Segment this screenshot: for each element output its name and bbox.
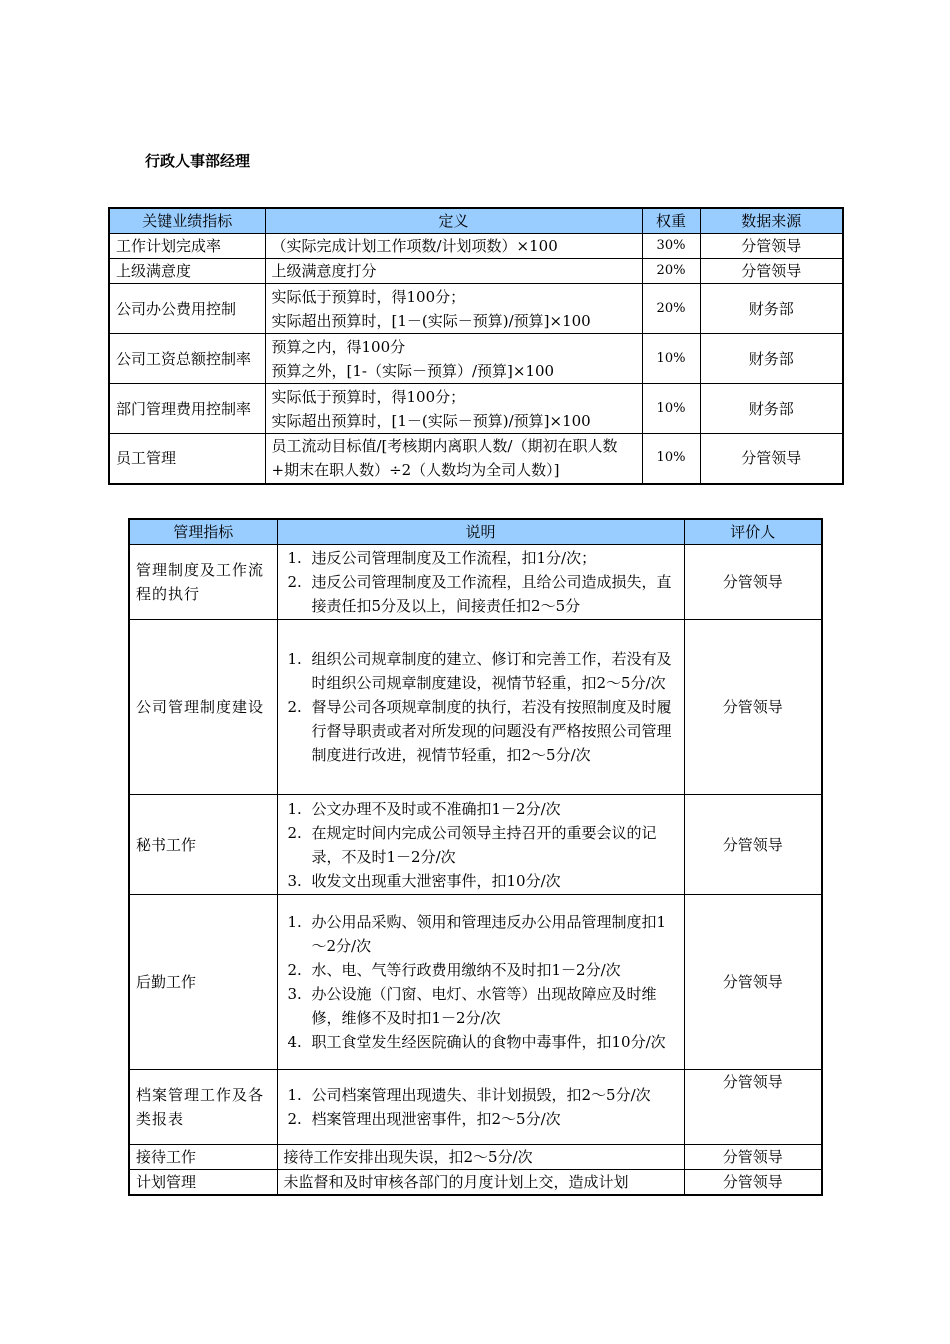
table-row (129, 1145, 822, 1170)
table-row (109, 259, 843, 284)
mgmt-table (128, 518, 823, 1196)
table-row (109, 334, 843, 384)
list-item: 4. 职工食堂发生经医院确认的食物中毒事件，扣10分/次 (287, 1033, 666, 1051)
mgmt-indicator: 接待工作 (129, 1145, 277, 1170)
definition-line: 实际低于预算时，得100分； (271, 287, 466, 306)
table-row (129, 1170, 822, 1196)
mgmt-evaluator: 分管领导 (684, 1170, 822, 1196)
kpi-definition (265, 284, 642, 334)
mgmt-description (277, 620, 684, 795)
mgmt-indicator: 秘书工作 (129, 795, 277, 895)
definition-line: 实际低于预算时，得100分； (271, 387, 466, 406)
kpi-source: 分管领导 (700, 234, 843, 259)
kpi-weight: 10% (642, 334, 700, 384)
kpi-weight: 10% (642, 434, 700, 484)
kpi-source: 分管领导 (700, 259, 843, 284)
definition-line: 实际超出预算时，[1－(实际－预算)/预算]×100 (271, 411, 591, 430)
list-item: 1. 公司档案管理出现遗失、非计划损毁，扣2～5分/次 (287, 1086, 651, 1104)
mgmt-description (277, 895, 684, 1070)
mgmt-header-row (129, 519, 822, 545)
mgmt-evaluator: 分管领导 (684, 1145, 822, 1170)
kpi-header-weight: 权重 (642, 208, 700, 234)
mgmt-description (277, 1070, 684, 1145)
table-row (129, 795, 822, 895)
mgmt-indicator: 档案管理工作及各类报表 (129, 1070, 277, 1145)
list-item: 2. 水、电、气等行政费用缴纳不及时扣1－2分/次 (287, 961, 621, 979)
kpi-indicator: 上级满意度 (109, 259, 265, 284)
table-row (109, 284, 843, 334)
kpi-source: 财务部 (700, 334, 843, 384)
list-item: 1. 办公用品采购、领用和管理违反办公用品管理制度扣1～2分/次 (287, 913, 667, 955)
mgmt-indicator: 计划管理 (129, 1170, 277, 1196)
table-row (109, 234, 843, 259)
mgmt-description (277, 795, 684, 895)
kpi-definition (265, 234, 642, 259)
mgmt-evaluator: 分管领导 (684, 545, 822, 620)
kpi-definition (265, 259, 642, 284)
kpi-source: 财务部 (700, 384, 843, 434)
definition-line: 预算之内，得100分 (271, 337, 406, 356)
mgmt-description (277, 545, 684, 620)
mgmt-indicator: 公司管理制度建设 (129, 620, 277, 795)
kpi-header-definition: 定义 (265, 208, 642, 234)
definition-line: 预算之外，[1-（实际－预算）/预算]×100 (271, 361, 555, 380)
kpi-source: 分管领导 (700, 434, 843, 484)
kpi-indicator: 工作计划完成率 (109, 234, 265, 259)
kpi-table (108, 207, 844, 485)
kpi-definition (265, 384, 642, 434)
list-item: 3. 收发文出现重大泄密事件，扣10分/次 (287, 871, 561, 890)
kpi-indicator: 员工管理 (109, 434, 265, 484)
list-item: 2. 在规定时间内完成公司领导主持召开的重要会议的记录，不及时1－2分/次 (287, 823, 657, 866)
definition-line: 实际超出预算时，[1－(实际－预算)/预算]×100 (271, 311, 591, 330)
definition-line: （实际完成计划工作项数/计划项数）×100 (271, 237, 558, 255)
mgmt-evaluator: 分管领导 (684, 895, 822, 1070)
list-item: 1. 公文办理不及时或不准确扣1－2分/次 (287, 799, 561, 818)
kpi-weight: 20% (642, 284, 700, 334)
page-title: 行政人事部经理 (145, 152, 251, 170)
mgmt-header-evaluator: 评价人 (684, 519, 822, 545)
kpi-indicator: 公司工资总额控制率 (109, 334, 265, 384)
table-row (129, 620, 822, 795)
mgmt-evaluator: 分管领导 (684, 620, 822, 795)
kpi-definition (265, 334, 642, 384)
kpi-weight: 10% (642, 384, 700, 434)
mgmt-description: 未监督和及时审核各部门的月度计划上交，造成计划 (277, 1170, 684, 1196)
kpi-indicator: 公司办公费用控制 (109, 284, 265, 334)
mgmt-indicator: 管理制度及工作流程的执行 (129, 545, 277, 620)
mgmt-indicator: 后勤工作 (129, 895, 277, 1070)
definition-line: 上级满意度打分 (271, 262, 377, 280)
kpi-indicator: 部门管理费用控制率 (109, 384, 265, 434)
list-item: 1. 违反公司管理制度及工作流程，扣1分/次； (287, 549, 597, 567)
kpi-source: 财务部 (700, 284, 843, 334)
table-row (129, 1070, 822, 1145)
list-item: 2. 档案管理出现泄密事件，扣2～5分/次 (287, 1110, 561, 1128)
kpi-weight: 20% (642, 259, 700, 284)
table-row (129, 545, 822, 620)
mgmt-header-indicator: 管理指标 (129, 519, 277, 545)
list-item: 2. 违反公司管理制度及工作流程，且给公司造成损失，直接责任扣5分及以上，间接责任扣2～5分 (287, 573, 672, 615)
kpi-header-source: 数据来源 (700, 208, 843, 234)
mgmt-header-description: 说明 (277, 519, 684, 545)
table-row (109, 384, 843, 434)
mgmt-evaluator: 分管领导 (684, 795, 822, 895)
list-item: 3. 办公设施（门窗、电灯、水管等）出现故障应及时维修，维修不及时扣1－2分/次 (287, 985, 657, 1027)
kpi-header-indicator: 关键业绩指标 (109, 208, 265, 234)
list-item: 1. 组织公司规章制度的建立、修订和完善工作，若没有及时组织公司规章制度建设，视情节轻重，扣2～5分/次 (287, 650, 672, 692)
table-row (129, 895, 822, 1070)
table-row (109, 434, 843, 484)
kpi-definition: 员工流动目标值/[考核期内离职人数/（期初在职人数+期末在职人数）÷2（人数均为全司人数）] (265, 434, 642, 484)
list-item: 2. 督导公司各项规章制度的执行，若没有按照制度及时履行督导职责或者对所发现的问题没有严格按照公司管理制度进行改进，视情节轻重，扣2～5分/次 (287, 698, 672, 764)
mgmt-description: 接待工作安排出现失误，扣2～5分/次 (277, 1145, 684, 1170)
kpi-header-row (109, 208, 843, 234)
kpi-weight: 30% (642, 234, 700, 259)
mgmt-evaluator: 分管领导 (684, 1070, 822, 1145)
